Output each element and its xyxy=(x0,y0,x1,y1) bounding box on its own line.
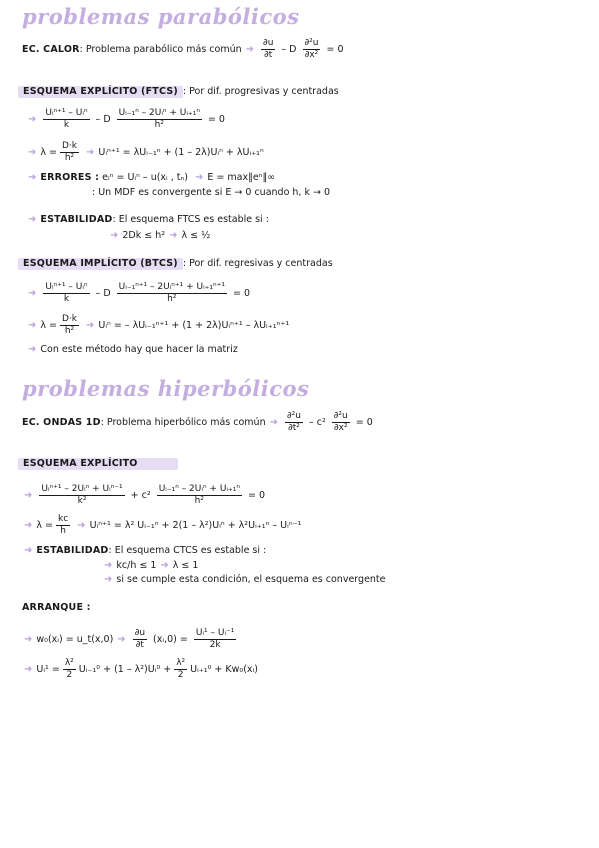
heat-eq-label: EC. CALOR xyxy=(22,43,80,55)
ftcs-errors: ➜ ERRORES : eᵢⁿ = Uᵢⁿ – u(xᵢ , tₙ) ➜ E = max‖eⁿ‖∞ xyxy=(28,172,276,183)
arrow-icon: ➜ xyxy=(28,319,37,331)
arranque-eq2: ➜ Uᵢ¹ = $\frac{\text{λ²}}{2}$ Uᵢ₋₁⁰ + (1 – λ²)Uᵢ⁰ + $\frac{\text{λ²}}{2}$ Uᵢ₊₁⁰ + Kw₀(xᵢ) xyxy=(24,658,258,680)
wave-equation-line: EC. ONDAS 1D : Problema hiperbólico más común ➜ $\frac{\text{∂²u}}{\text{∂t²}}$ – c² $\frac{\text{∂²u}}{\text{∂x²}}$ = 0 xyxy=(22,411,373,433)
arrow-icon: ➜ xyxy=(269,416,278,428)
explicit-stability-note: ➜ si se cumple esta condición, el esquema es convergente xyxy=(104,574,386,585)
arrow-icon: ➜ xyxy=(195,172,204,183)
arranque-heading: ARRANQUE : xyxy=(22,602,91,613)
arrow-icon: ➜ xyxy=(24,663,33,675)
arrow-icon: ➜ xyxy=(24,633,33,645)
arrow-icon: ➜ xyxy=(28,172,37,183)
title-parabolic: problemas parabólicos xyxy=(22,4,300,29)
arrow-icon: ➜ xyxy=(24,519,33,531)
arrow-icon: ➜ xyxy=(86,146,95,158)
arrow-icon: ➜ xyxy=(104,574,113,585)
heat-eq-text: : Problema parabólico más común xyxy=(79,43,242,55)
arrow-icon: ➜ xyxy=(169,230,178,241)
arrow-icon: ➜ xyxy=(110,230,119,241)
ftcs-text: : Por dif. progresivas y centradas xyxy=(182,86,339,97)
btcs-heading: ESQUEMA IMPLÍCITO (BTCS) : Por dif. regresivas y centradas xyxy=(18,258,333,270)
arrow-icon: ➜ xyxy=(28,344,37,355)
ftcs-head: ESQUEMA EXPLÍCITO (FTCS) xyxy=(18,86,183,98)
btcs-note: ➜ Con este método hay que hacer la matriz xyxy=(28,344,238,355)
explicit-eq2: ➜ λ = $\frac{kc}{h}$ ➜ Uᵢⁿ⁺¹ = λ² Uᵢ₋₁ⁿ + 2(1 – λ²)Uᵢⁿ + λ²Uᵢ₊₁ⁿ – Uᵢⁿ⁻¹ xyxy=(24,514,302,536)
arrow-icon: ➜ xyxy=(24,545,33,556)
arrow-icon: ➜ xyxy=(28,214,37,225)
btcs-head: ESQUEMA IMPLÍCITO (BTCS) xyxy=(18,258,183,270)
ftcs-eq1: ➜ $\frac{\text{Uᵢⁿ⁺¹ – Uᵢⁿ}}{k}$ – D $\frac{\text{Uᵢ₋₁ⁿ – 2Uᵢⁿ + Uᵢ₊₁ⁿ}}{\text{h²}}$ = 0 xyxy=(28,108,225,130)
arrow-icon: ➜ xyxy=(24,489,33,501)
arrow-icon: ➜ xyxy=(77,519,86,531)
btcs-eq2: ➜ λ = $\frac{D\cdot k}{\text{h²}}$ ➜ Uᵢⁿ = – λUᵢ₋₁ⁿ⁺¹ + (1 + 2λ)Uᵢⁿ⁺¹ – λUᵢ₊₁ⁿ⁺¹ xyxy=(28,314,290,336)
title-hyperbolic: problemas hiperbólicos xyxy=(22,376,310,401)
arrow-icon: ➜ xyxy=(245,43,255,55)
arranque-eq1: ➜ w₀(xᵢ) = u_t(x,0) ➜ $\frac{\partial u}{\partial t}$ (xᵢ,0) = $\frac{\text{Uᵢ¹ – Uᵢ⁻¹}}{2k}$ xyxy=(24,628,235,650)
arrow-icon: ➜ xyxy=(28,113,37,125)
fraction: $\frac{\text{∂²u}}{\text{∂x²}}$ xyxy=(304,38,319,60)
arrow-icon: ➜ xyxy=(28,146,37,158)
fraction: $\frac{\partial u}{\partial t}$ xyxy=(263,38,274,60)
explicit-stability-cond: ➜ kc/h ≤ 1 ➜ λ ≤ 1 xyxy=(104,560,199,571)
ftcs-stability-cond: ➜ 2Dk ≤ h² ➜ λ ≤ ½ xyxy=(110,230,211,241)
arrow-icon: ➜ xyxy=(104,560,113,571)
ftcs-errors-note: : Un MDF es convergente si E → 0 cuando h, k → 0 xyxy=(92,187,331,198)
ftcs-stability: ➜ ESTABILIDAD : El esquema FTCS es estable si : xyxy=(28,214,269,225)
arrow-icon: ➜ xyxy=(160,560,169,571)
heat-equation-line: EC. CALOR : Problema parabólico más común ➜ $\frac{\partial u}{\partial t}$ – D $\frac{\text{∂²u}}{\text{∂x²}}$ = 0 xyxy=(22,38,344,60)
explicit-stability: ➜ ESTABILIDAD : El esquema CTCS es estable si : xyxy=(24,545,267,556)
ftcs-heading xyxy=(18,86,339,98)
ftcs-eq2: ➜ λ = $\frac{D\cdot k}{\text{h²}}$ ➜ Uᵢⁿ⁺¹ = λUᵢ₋₁ⁿ + (1 – 2λ)Uᵢⁿ + λUᵢ₊₁ⁿ xyxy=(28,141,264,163)
explicit-head: ESQUEMA EXPLÍCITO xyxy=(18,458,178,470)
arrow-icon: ➜ xyxy=(28,287,37,299)
arrow-icon: ➜ xyxy=(117,633,126,645)
btcs-eq1: ➜ $\frac{\text{Uᵢⁿ⁺¹ – Uᵢⁿ}}{k}$ – D $\frac{\text{Uᵢ₋₁ⁿ⁺¹ – 2Uᵢⁿ⁺¹ + Uᵢ₊₁ⁿ⁺¹}}{\text{h²}}$ = 0 xyxy=(28,282,251,304)
explicit-eq1: ➜ $\frac{\text{Uᵢⁿ⁺¹ – 2Uᵢⁿ + Uᵢⁿ⁻¹}}{\text{k²}}$ + c² $\frac{\text{Uᵢ₋₁ⁿ – 2Uᵢⁿ + Uᵢ₊₁ⁿ}}{\text{h²}}$ = 0 xyxy=(24,484,265,506)
explicit-heading xyxy=(18,458,178,470)
arrow-icon: ➜ xyxy=(86,319,95,331)
